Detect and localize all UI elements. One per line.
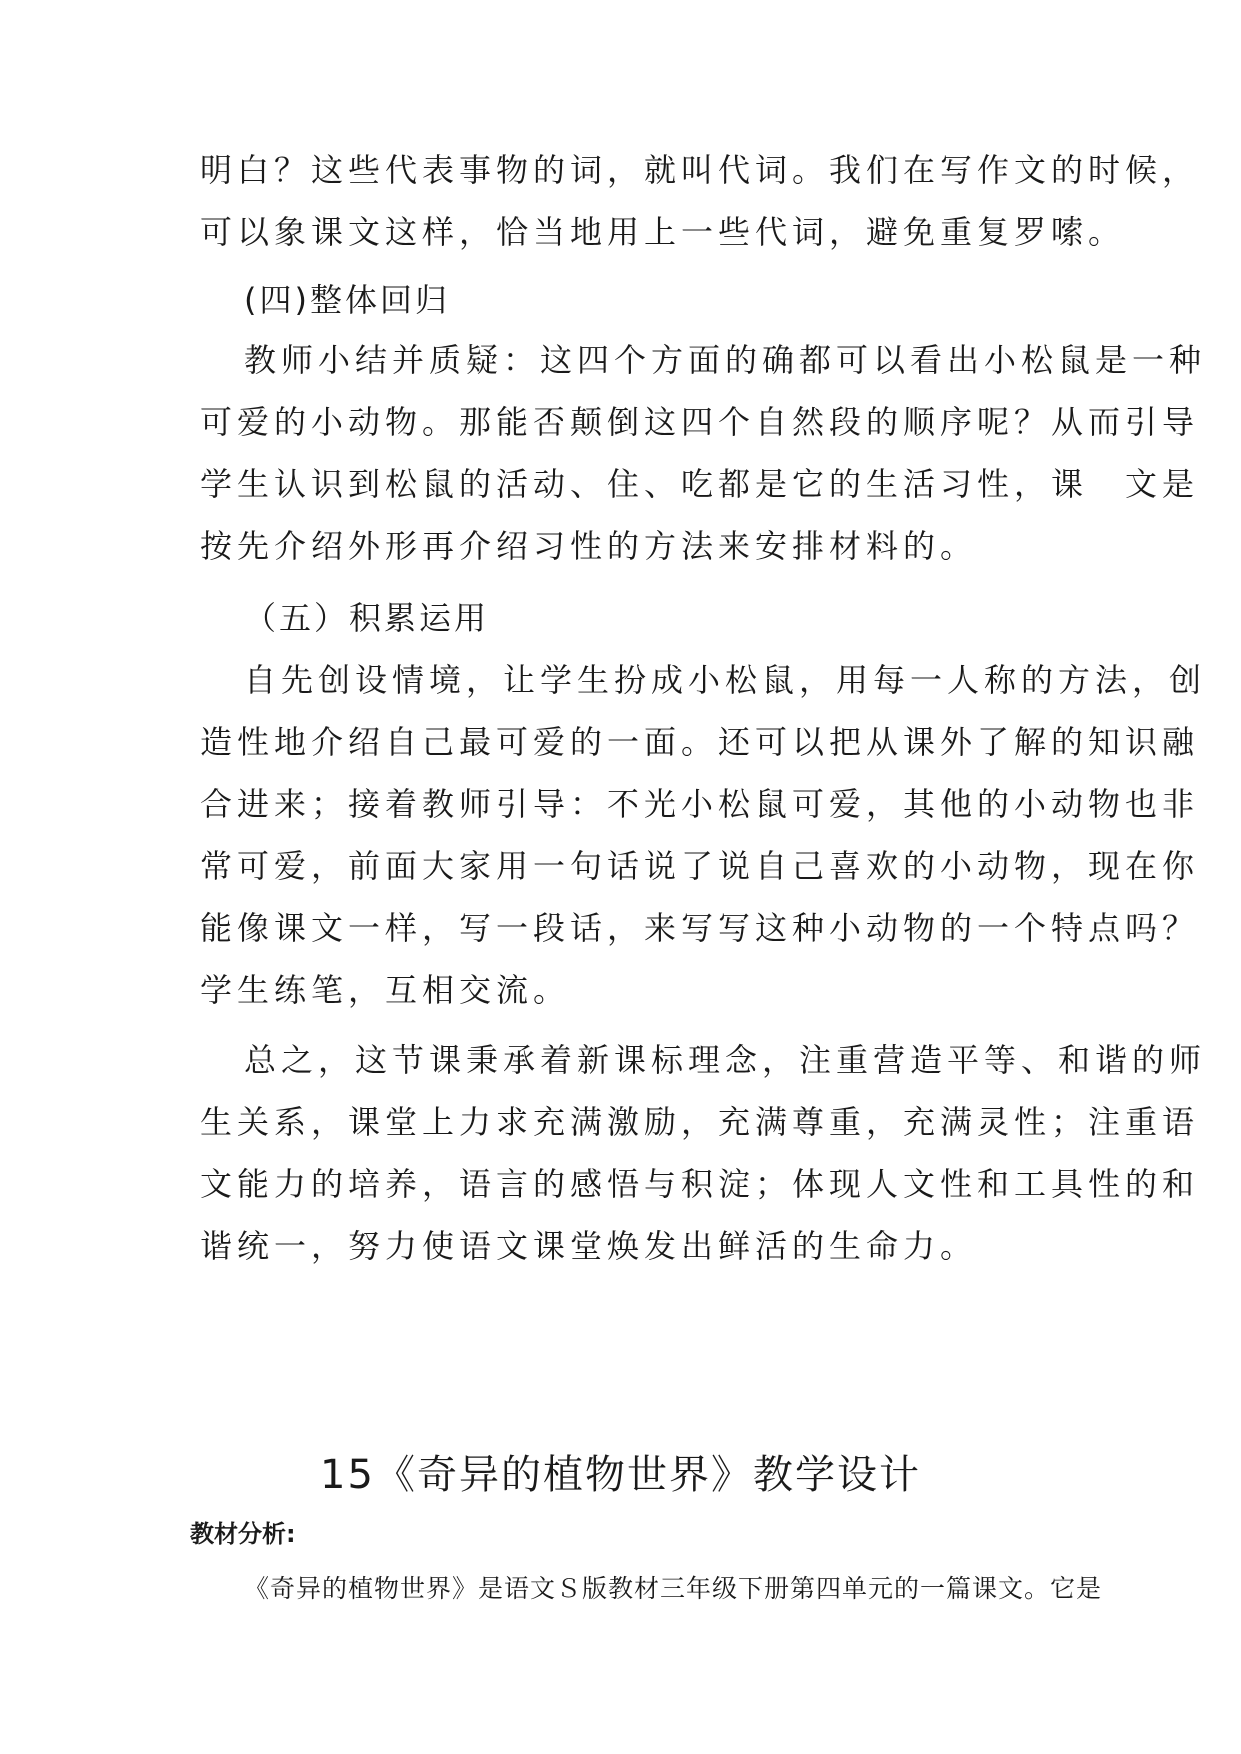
text-line: 谐统一，努力使语文课堂焕发出鲜活的生命力。: [200, 1227, 978, 1265]
text-line: 生关系，课堂上力求充满激励，充满尊重，充满灵性；注重语: [200, 1103, 1200, 1141]
text-line: 文能力的培养，语言的感悟与积淀；体现人文性和工具性的和: [200, 1165, 1200, 1203]
text-line: 造性地介绍自己最可爱的一面。还可以把从课外了解的知识融: [200, 723, 1200, 761]
text-line: 可爱的小动物。那能否颠倒这四个自然段的顺序呢？从而引导: [200, 403, 1200, 441]
section-heading-5: （五）积累运用: [244, 599, 490, 637]
text-line: 学生练笔，互相交流。: [200, 971, 571, 1009]
text-line: 常可爱，前面大家用一句话说了说自己喜欢的小动物，现在你: [200, 847, 1200, 885]
text-line: 按先介绍外形再介绍习性的方法来安排材料的。: [200, 527, 978, 565]
analysis-label: 教材分析:: [190, 1520, 296, 1548]
analysis-text: 《奇异的植物世界》是语文Ｓ版教材三年级下册第四单元的一篇课文。它是: [244, 1574, 1103, 1603]
text-line: 可以象课文这样，恰当地用上一些代词，避免重复罗嗦。: [200, 213, 1126, 251]
section-heading-4: (四)整体回归: [244, 281, 450, 319]
text-line: 明白？这些代表事物的词，就叫代词。我们在写作文的时候，: [200, 151, 1200, 189]
text-line: 自先创设情境，让学生扮成小松鼠，用每一人称的方法，创: [244, 661, 1207, 699]
text-line: 总之，这节课秉承着新课标理念，注重营造平等、和谐的师: [244, 1041, 1207, 1079]
text-line: 能像课文一样，写一段话，来写写这种小动物的一个特点吗？: [200, 909, 1200, 947]
text-line: 教师小结并质疑：这四个方面的确都可以看出小松鼠是一种: [244, 341, 1207, 379]
text-line: 学生认识到松鼠的活动、住、吃都是它的生活习性，课 文是: [200, 465, 1200, 503]
section-title: 15《奇异的植物世界》教学设计: [320, 1452, 921, 1498]
text-line: 合进来；接着教师引导：不光小松鼠可爱，其他的小动物也非: [200, 785, 1200, 823]
